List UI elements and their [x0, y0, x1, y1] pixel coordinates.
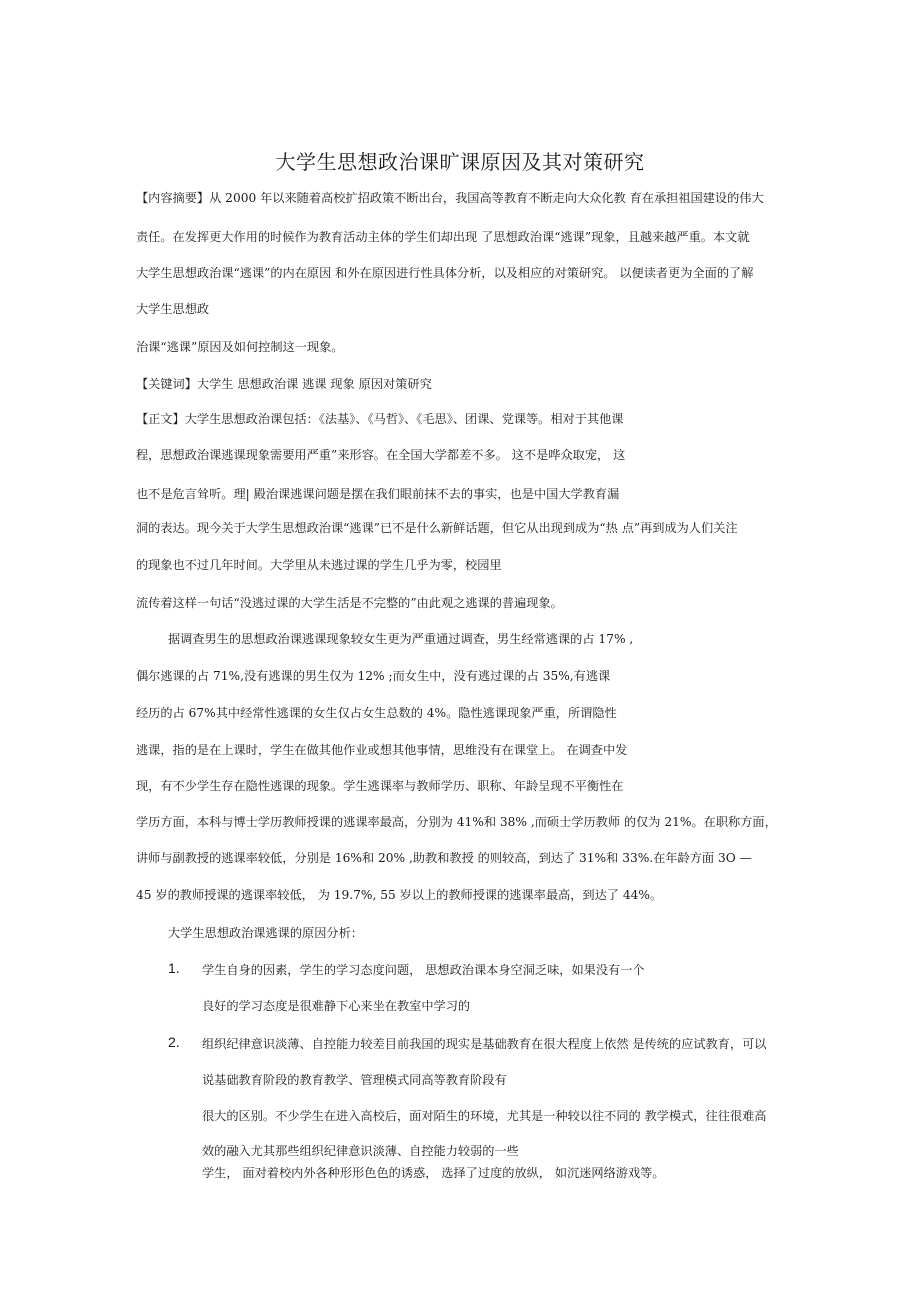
survey-line-8: 45 岁的教师授课的逃课率较低， 为 19.7%, 55 岁以上的教师授课的逃课率最高，到达了 44%。	[136, 888, 663, 902]
body-line-5: 的现象也不过几年时间。大学里从未逃过课的学生几乎为零，校园里	[136, 558, 502, 572]
body-line-4: 洞的表达。现今关于大学生思想政治课“逃课”已不是什么新鲜话题，但它从出现到成为“热 点”再到成为人们关注	[136, 521, 738, 535]
survey-line-1: 据调查男生的思想政治课逃课现象较女生更为严重通过调查，男生经常逃课的占 17% ,	[168, 632, 634, 646]
abstract-line-5: 治课“逃课”原因及如何控制这一现象。	[136, 340, 344, 354]
abstract-line-4: 大学生思想政	[136, 302, 210, 316]
list-item-1-line-1: 学生自身的因素，学生的学习态度问题， 思想政治课本身空洞乏味，如果没有一个	[202, 963, 645, 977]
section-heading: 大学生思想政治课逃课的原因分析：	[168, 926, 363, 940]
abstract-line-1: 【内容摘要】从 2000 年以来随着高校扩招政策不断出台，我国高等教育不断走向大众化教 育在承担祖国建设的伟大	[136, 191, 764, 205]
list-item-2-line-4: 效的融入尤其那些组织纪律意识淡薄、自控能力较弱的一些	[202, 1144, 519, 1158]
abstract-line-3: 大学生思想政治课“逃课”的内在原因 和外在原因进行性具体分析，以及相应的对策研究。 以便读者更为全面的了解	[136, 266, 754, 280]
document-title: 大学生思想政治课旷课原因及其对策研究	[275, 150, 645, 174]
body-line-2: 程，思想政治课逃课现象需要用严重”来形容。在全国大学都差不多。 这不是哗众取宠， 这	[136, 448, 626, 462]
list-item-1-line-2: 良好的学习态度是很难静下心来坐在教室中学习的	[202, 999, 471, 1013]
list-item-2-line-5: 学生， 面对着校内外各种形形色色的诱惑， 选择了过度的放纵， 如沉迷网络游戏等。	[202, 1166, 665, 1180]
survey-line-4: 逃课，指的是在上课时，学生在做其他作业或想其他事情，思维没有在课堂上。 在调查中发	[136, 743, 628, 757]
list-item-2-line-1: 组织纪律意识淡薄、自控能力较差目前我国的现实是基础教育在很大程度上依然 是传统的应试教育，可以	[202, 1037, 767, 1051]
list-item-2-line-3: 很大的区别。不少学生在进入高校后，面对陌生的环境，尤其是一种较以往不同的 教学模式，往往很难高	[202, 1109, 767, 1123]
survey-line-5: 现，有不少学生存在隐性逃课的现象。学生逃课率与教师学历、职称、年龄呈现不平衡性在	[136, 779, 624, 793]
keywords-line: 【关键词】大学生 思想政治课 逃课 现象 原因对策研究	[136, 377, 432, 391]
body-line-6: 流传着这样一句话“没逃过课的大学生活是不完整的”由此观之逃课的普遍现象。	[136, 596, 563, 610]
survey-line-7: 讲师与副教授的逃课率较低，分别是 16%和 20% ,助教和教授 的则较高，到达了 31%和 33%.在年龄方面 3O —	[136, 851, 752, 865]
list-number-2: 2.	[168, 1034, 180, 1050]
body-line-3: 也不是危言耸听。理| 殿治课逃课问题是摆在我们眼前抹不去的事实，也是中国大学教育漏	[136, 487, 620, 501]
list-item-2-line-2: 说基础教育阶段的教育教学、管理模式同高等教育阶段有	[202, 1073, 507, 1087]
survey-line-3: 经历的占 67%其中经常性逃课的女生仅占女生总数的 4%。隐性逃课现象严重，所谓隐性	[136, 706, 617, 720]
abstract-line-2: 责任。在发挥更大作用的时候作为教育活动主体的学生们却出现 了思想政治课“逃课”现象，且越来越严重。本文就	[136, 230, 750, 244]
body-line-1: 【正文】大学生思想政治课包括：《法基》、《马哲》、《毛思》、团课、党课等。相对于其他课	[136, 412, 624, 426]
survey-line-6: 学历方面，本科与博士学历教师授课的逃课率最高，分别为 41%和 38% ,而硕士学历教师 的仅为 21%。在职称方面，	[136, 815, 777, 829]
survey-line-2: 偶尔逃课的占 71%,没有逃课的男生仅为 12% ;而女生中，没有逃过课的占 35%,有逃课	[136, 669, 611, 683]
list-number-1: 1.	[168, 960, 180, 976]
